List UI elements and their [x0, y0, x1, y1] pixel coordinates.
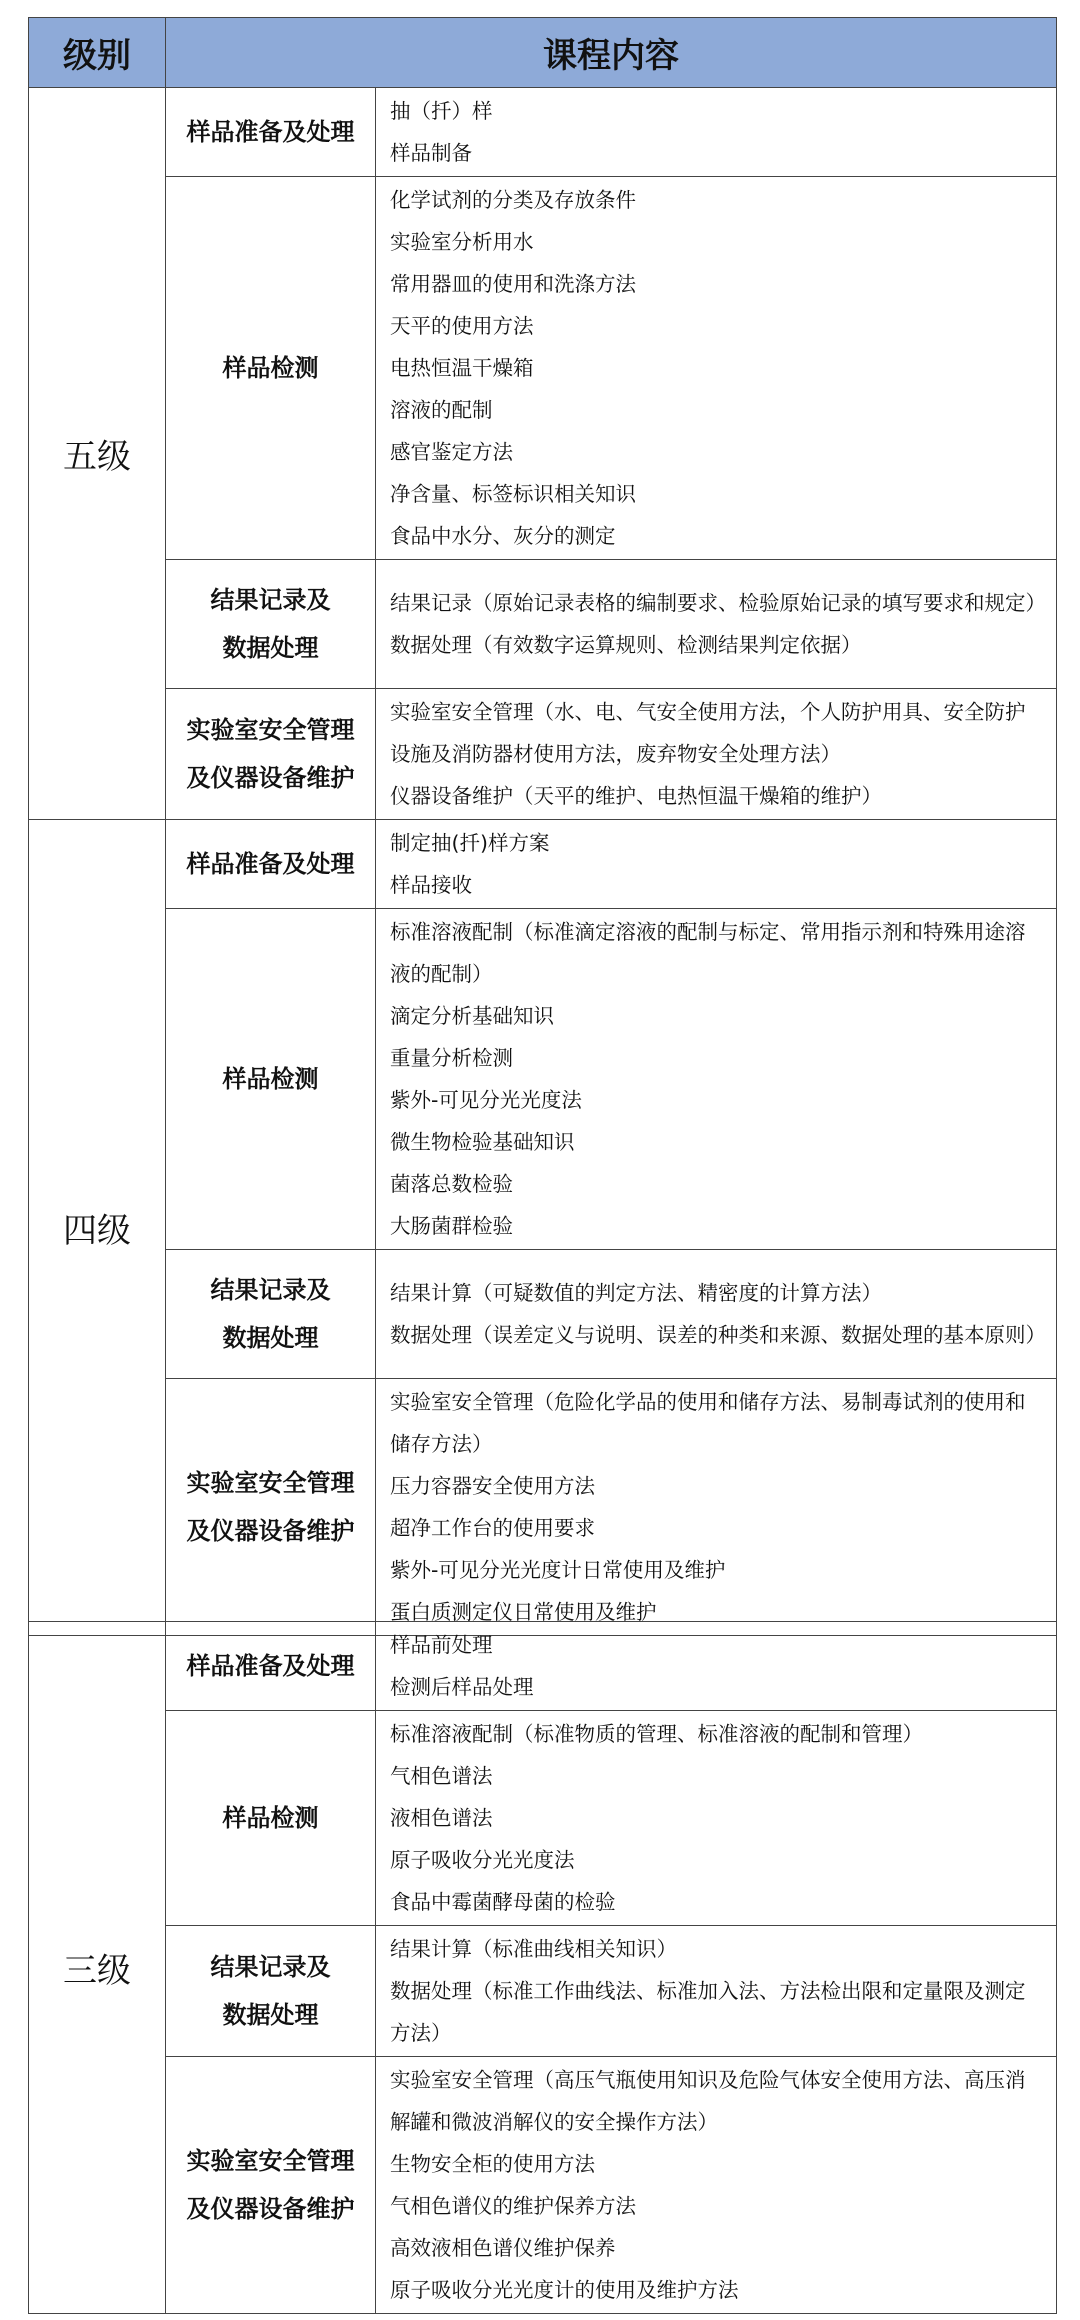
content-line: 紫外-可见分光光度法: [390, 1088, 582, 1112]
content-line: 紫外-可见分光光度计日常使用及维护: [390, 1558, 726, 1582]
content-cell: [376, 177, 1057, 560]
table-header-row: [29, 18, 1057, 88]
content-cell: [376, 2057, 1057, 2314]
level-cell-5: 五级: [29, 88, 166, 820]
content-line: 食品中霉菌酵母菌的检验: [390, 1890, 616, 1914]
category-line: 及仪器设备维护: [186, 2195, 355, 2223]
content-line: 食品中水分、灰分的测定: [390, 524, 616, 548]
category-cell: 样品检测: [166, 1711, 376, 1926]
content-line: 数据处理（误差定义与说明、误差的种类和来源、数据处理的基本原则）: [390, 1323, 1046, 1347]
content-line: 天平的使用方法: [390, 314, 534, 338]
content-line: 大肠菌群检验: [390, 1214, 513, 1238]
content-line: 实验室安全管理（高压气瓶使用知识及危险气体安全使用方法、高压消解罐和微波消解仪的安全操作方法）: [390, 2068, 1026, 2134]
category-line: 实验室安全管理: [186, 716, 355, 744]
category-cell: 样品准备及处理: [166, 1622, 376, 1711]
content-line: 制定抽(扦)样方案: [390, 831, 550, 855]
table-row: [29, 1622, 1057, 1711]
content-line: 结果记录（原始记录表格的编制要求、检验原始记录的填写要求和规定）: [390, 591, 1046, 615]
category-cell: [166, 1250, 376, 1379]
table-row: [29, 1711, 1057, 1926]
content-cell: [376, 820, 1057, 909]
category-line: 数据处理: [222, 1324, 319, 1352]
content-cell: [376, 689, 1057, 820]
content-line: 化学试剂的分类及存放条件: [390, 188, 636, 212]
category-line: 及仪器设备维护: [186, 764, 355, 792]
header-content: 课程内容: [166, 18, 1057, 88]
content-cell: [376, 909, 1057, 1250]
category-line: 结果记录及: [210, 1276, 331, 1304]
content-line: 滴定分析基础知识: [390, 1004, 554, 1028]
category-line: 数据处理: [222, 2001, 319, 2029]
header-level: 级别: [29, 18, 166, 88]
content-line: 菌落总数检验: [390, 1172, 513, 1196]
category-line: 及仪器设备维护: [186, 1517, 355, 1545]
table-row: [29, 689, 1057, 820]
content-line: 标准溶液配制（标准滴定溶液的配制与标定、常用指示剂和特殊用途溶液的配制）: [390, 920, 1026, 986]
content-line: 样品前处理: [390, 1633, 493, 1657]
table-row: [29, 909, 1057, 1250]
level-cell-4: 四级: [29, 820, 166, 1636]
content-line: 高效液相色谱仪维护保养: [390, 2236, 616, 2260]
content-line: 实验室安全管理（危险化学品的使用和储存方法、易制毒试剂的使用和储存方法）: [390, 1390, 1026, 1456]
content-line: 重量分析检测: [390, 1046, 513, 1070]
table-row: [29, 88, 1057, 177]
course-table-2: [28, 1621, 1057, 2314]
table-row: [29, 1926, 1057, 2057]
content-line: 感官鉴定方法: [390, 440, 513, 464]
category-line: 数据处理: [222, 634, 319, 662]
content-line: 气相色谱法: [390, 1764, 493, 1788]
content-line: 结果计算（标准曲线相关知识）: [390, 1937, 677, 1961]
content-line: 抽（扦）样: [390, 99, 493, 123]
content-line: 数据处理（标准工作曲线法、标准加入法、方法检出限和定量限及测定方法）: [390, 1979, 1026, 2045]
content-cell: [376, 1622, 1057, 1711]
category-cell: [166, 1379, 376, 1636]
category-cell: 样品准备及处理: [166, 88, 376, 177]
table-row: [29, 1250, 1057, 1379]
table-row: [29, 2057, 1057, 2314]
content-cell: [376, 88, 1057, 177]
content-cell: [376, 1379, 1057, 1636]
content-line: 微生物检验基础知识: [390, 1130, 575, 1154]
table-row: [29, 1379, 1057, 1636]
content-line: 溶液的配制: [390, 398, 493, 422]
content-cell: [376, 1711, 1057, 1926]
category-cell: 样品准备及处理: [166, 820, 376, 909]
content-line: 样品制备: [390, 141, 472, 165]
category-cell: [166, 2057, 376, 2314]
category-line: 实验室安全管理: [186, 2147, 355, 2175]
content-line: 样品接收: [390, 873, 472, 897]
level-cell-3: 三级: [29, 1622, 166, 2314]
content-line: 气相色谱仪的维护保养方法: [390, 2194, 636, 2218]
content-line: 原子吸收分光光度计的使用及维护方法: [390, 2278, 739, 2302]
category-cell: 样品检测: [166, 177, 376, 560]
content-line: 电热恒温干燥箱: [390, 356, 534, 380]
content-line: 原子吸收分光光度法: [390, 1848, 575, 1872]
category-cell: [166, 689, 376, 820]
content-line: 常用器皿的使用和洗涤方法: [390, 272, 636, 296]
table-row: [29, 177, 1057, 560]
content-line: 净含量、标签标识相关知识: [390, 482, 636, 506]
table-row: [29, 560, 1057, 689]
content-cell: [376, 560, 1057, 689]
course-table-1: [28, 17, 1057, 1636]
content-line: 仪器设备维护（天平的维护、电热恒温干燥箱的维护）: [390, 784, 882, 808]
category-cell: [166, 1926, 376, 2057]
content-line: 数据处理（有效数字运算规则、检测结果判定依据）: [390, 633, 862, 657]
content-cell: [376, 1926, 1057, 2057]
content-line: 液相色谱法: [390, 1806, 493, 1830]
content-cell: [376, 1250, 1057, 1379]
content-line: 实验室安全管理（水、电、气安全使用方法，个人防护用具、安全防护设施及消防器材使用方法，废弃物安全处理方法）: [390, 700, 1026, 766]
content-line: 结果计算（可疑数值的判定方法、精密度的计算方法）: [390, 1281, 882, 1305]
content-line: 蛋白质测定仪日常使用及维护: [390, 1600, 657, 1624]
content-line: 超净工作台的使用要求: [390, 1516, 595, 1540]
content-line: 标准溶液配制（标准物质的管理、标准溶液的配制和管理）: [390, 1722, 923, 1746]
category-line: 结果记录及: [210, 586, 331, 614]
content-line: 压力容器安全使用方法: [390, 1474, 595, 1498]
table-row: [29, 820, 1057, 909]
category-line: 实验室安全管理: [186, 1469, 355, 1497]
content-line: 生物安全柜的使用方法: [390, 2152, 595, 2176]
category-line: 结果记录及: [210, 1953, 331, 1981]
content-line: 实验室分析用水: [390, 230, 534, 254]
category-cell: [166, 560, 376, 689]
category-cell: 样品检测: [166, 909, 376, 1250]
content-line: 检测后样品处理: [390, 1675, 534, 1699]
